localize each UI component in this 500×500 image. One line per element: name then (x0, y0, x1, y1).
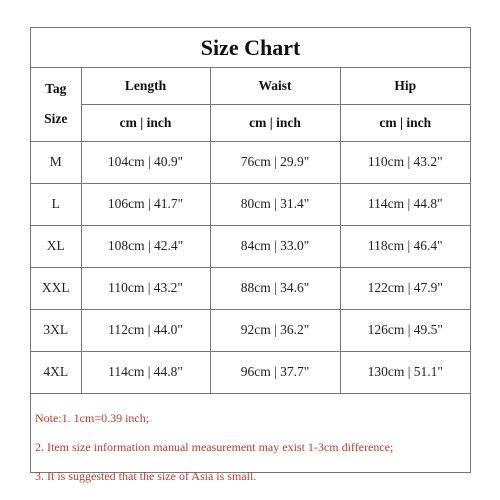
length-header: Length (81, 68, 210, 104)
length-cell: 112cm | 44.0" (81, 309, 210, 351)
waist-cell: 80cm | 31.4" (210, 183, 340, 225)
hip-cell: 126cm | 49.5" (340, 309, 470, 351)
waist-cell: 92cm | 36.2" (210, 309, 340, 351)
table-row (31, 309, 470, 351)
note-1: Note:1. 1cm=0.39 inch; (35, 411, 150, 425)
waist-cell: 96cm | 37.7" (210, 351, 340, 393)
tag-size-header (31, 68, 81, 141)
hip-unit: cm | inch (340, 104, 470, 141)
hip-cell: 110cm | 43.2" (340, 141, 470, 183)
size-cell: 3XL (31, 309, 81, 351)
hip-cell: 114cm | 44.8" (340, 183, 470, 225)
unit-row (31, 104, 470, 141)
size-table (31, 68, 470, 394)
notes-section (31, 393, 470, 483)
chart-title: Size Chart (31, 28, 470, 68)
length-unit: cm | inch (81, 104, 210, 141)
length-cell: 104cm | 40.9" (81, 141, 210, 183)
size-cell: XXL (31, 267, 81, 309)
length-cell: 110cm | 43.2" (81, 267, 210, 309)
waist-unit: cm | inch (210, 104, 340, 141)
hip-header: Hip (340, 68, 470, 104)
note-2: 2. Item size information manual measurement may exist 1-3cm difference; (35, 440, 394, 454)
waist-cell: 88cm | 34.6" (210, 267, 340, 309)
waist-cell: 76cm | 29.9" (210, 141, 340, 183)
size-cell: XL (31, 225, 81, 267)
length-cell: 108cm | 42.4" (81, 225, 210, 267)
table-row (31, 351, 470, 393)
table-row (31, 141, 470, 183)
size-chart-frame (30, 27, 471, 483)
waist-cell: 84cm | 33.0" (210, 225, 340, 267)
length-cell: 114cm | 44.8" (81, 351, 210, 393)
waist-header: Waist (210, 68, 340, 104)
hip-cell: 130cm | 51.1" (340, 351, 470, 393)
hip-cell: 118cm | 46.4" (340, 225, 470, 267)
size-cell: 4XL (31, 351, 81, 393)
tag-label: Tag (45, 81, 67, 97)
header-row (31, 68, 470, 104)
table-row (31, 225, 470, 267)
size-cell: L (31, 183, 81, 225)
length-cell: 106cm | 41.7" (81, 183, 210, 225)
note-3: 3. It is suggested that the size of Asia is small. (35, 469, 257, 483)
size-cell: M (31, 141, 81, 183)
table-row (31, 183, 470, 225)
table-row (31, 267, 470, 309)
size-label: Size (44, 111, 68, 127)
hip-cell: 122cm | 47.9" (340, 267, 470, 309)
